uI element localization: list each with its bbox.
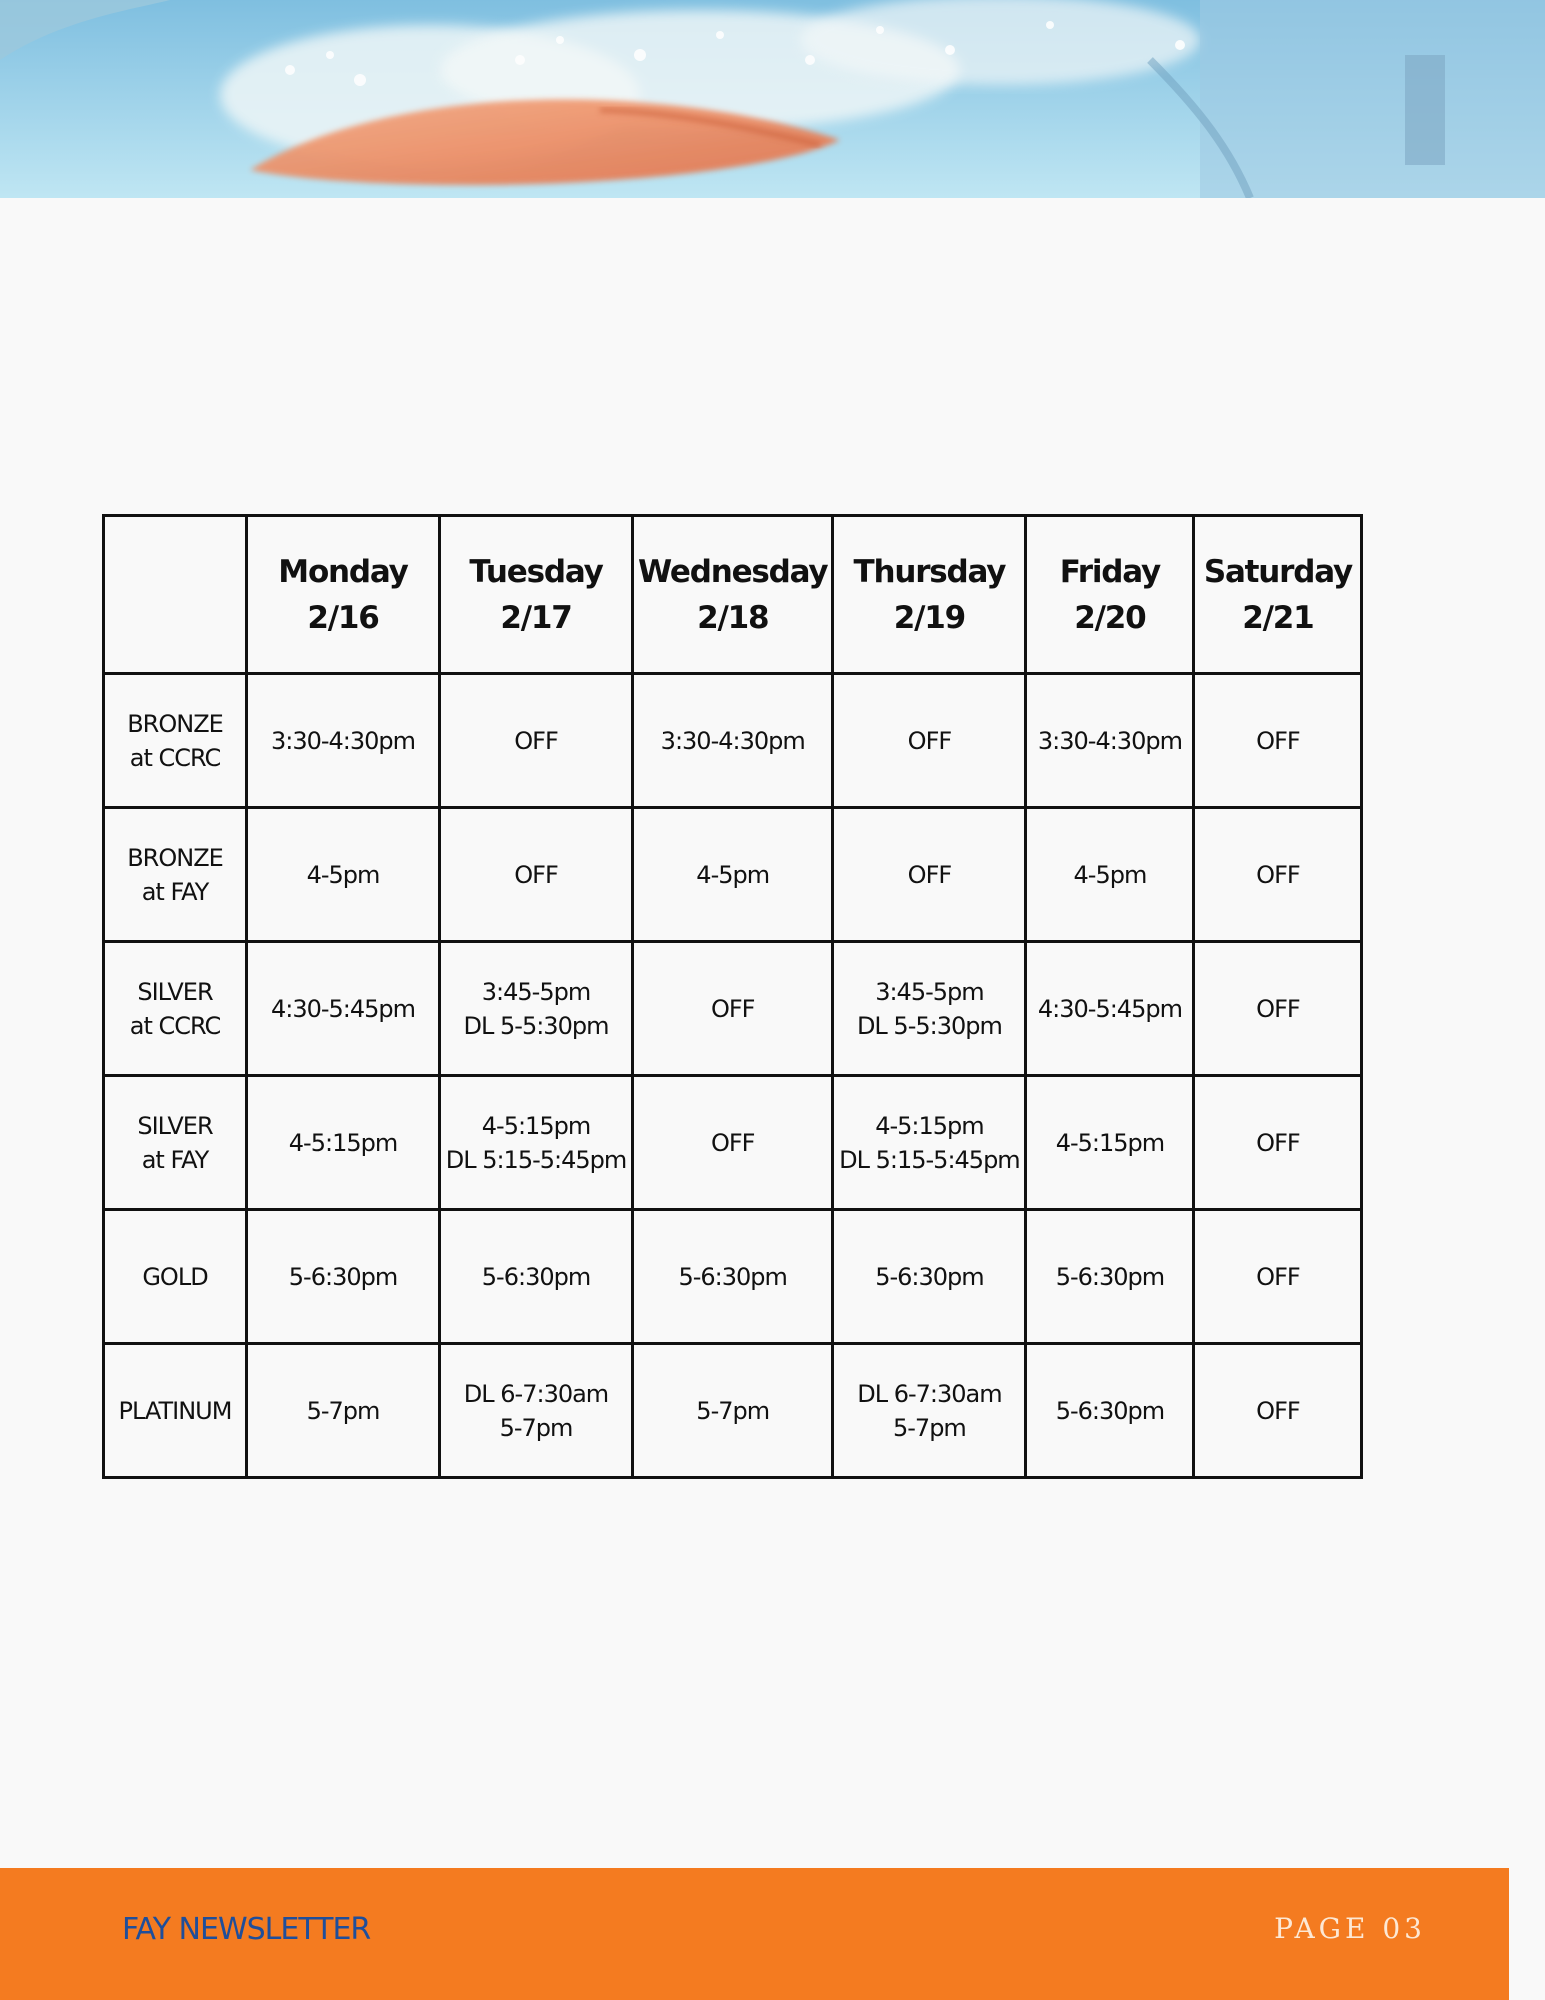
time-cell [833, 1210, 1026, 1344]
time-cell [833, 808, 1026, 942]
time-cell [247, 1076, 440, 1210]
time-text: 5-6:30pm [875, 1262, 984, 1291]
group-name: SILVER [137, 977, 213, 1006]
time-text: OFF [1256, 1396, 1300, 1425]
time-cell [440, 1076, 633, 1210]
time-cell [247, 1210, 440, 1344]
page-footer [0, 1868, 1509, 2000]
time-text: 3:30-4:30pm [1037, 726, 1182, 755]
time-cell [1194, 1210, 1362, 1344]
group-location: at FAY [141, 877, 209, 906]
time-cell [633, 942, 833, 1076]
time-cell [247, 808, 440, 942]
group-location: at CCRC [129, 743, 221, 772]
time-text: 3:30-4:30pm [270, 726, 416, 755]
time-cell [633, 674, 833, 808]
time-cell [1194, 942, 1362, 1076]
table-row [104, 674, 1362, 808]
time-text: DL 6-7:30am 5-7pm [463, 1379, 609, 1442]
time-text: 3:45-5pm DL 5-5:30pm [463, 977, 609, 1040]
group-name: BRONZE [127, 843, 223, 872]
time-text: 5-6:30pm [481, 1262, 591, 1291]
header-tuesday [440, 516, 633, 674]
group-name: BRONZE [127, 709, 223, 738]
group-label-cell [104, 674, 247, 808]
time-cell [247, 674, 440, 808]
time-text: 4:30-5:45pm [1037, 994, 1182, 1023]
time-text: DL 6-7:30am 5-7pm [857, 1379, 1002, 1442]
time-cell [440, 1210, 633, 1344]
group-location: at CCRC [129, 1011, 221, 1040]
practice-schedule-table [102, 514, 1363, 1479]
table-row [104, 1076, 1362, 1210]
time-cell [440, 1344, 633, 1478]
time-cell [1194, 1344, 1362, 1478]
header-monday [247, 516, 440, 674]
time-cell [1026, 674, 1194, 808]
group-label-cell [104, 1344, 247, 1478]
corner-header-cell [104, 516, 247, 674]
time-text: 4-5:15pm [288, 1128, 398, 1157]
time-cell [1026, 942, 1194, 1076]
time-text: OFF [1256, 1262, 1300, 1291]
time-text: OFF [710, 1128, 755, 1157]
time-text: OFF [907, 726, 952, 755]
day-date: 2/18 [697, 599, 769, 636]
swimmer-photo-illustration [0, 0, 1545, 198]
header-wednesday [633, 516, 833, 674]
time-cell [247, 942, 440, 1076]
day-name: Friday [1059, 553, 1161, 590]
time-text: OFF [514, 860, 558, 889]
time-text: 5-6:30pm [678, 1262, 787, 1291]
page-number: PAGE 03 [1274, 1912, 1426, 1945]
time-text: 3:30-4:30pm [660, 726, 805, 755]
time-text: 5-7pm [696, 1396, 770, 1425]
day-name: Monday [278, 553, 408, 590]
day-date: 2/21 [1242, 599, 1314, 636]
time-cell [1194, 1076, 1362, 1210]
table-row [104, 1210, 1362, 1344]
time-text: 4-5pm [306, 860, 380, 889]
time-text: 4-5:15pm DL 5:15-5:45pm [839, 1111, 1020, 1174]
day-date: 2/17 [500, 599, 572, 636]
time-text: 5-6:30pm [1055, 1396, 1165, 1425]
day-name: Thursday [853, 553, 1006, 590]
time-cell [440, 808, 633, 942]
table-header-row [104, 516, 1362, 674]
time-cell [1026, 1344, 1194, 1478]
header-friday [1026, 516, 1194, 674]
time-cell [1194, 674, 1362, 808]
time-cell [833, 1344, 1026, 1478]
time-text: 5-7pm [306, 1396, 380, 1425]
time-cell [1194, 808, 1362, 942]
time-text: OFF [710, 994, 755, 1023]
time-cell [633, 808, 833, 942]
day-date: 2/19 [893, 599, 966, 636]
day-date: 2/16 [307, 599, 379, 636]
time-cell [633, 1344, 833, 1478]
time-cell [440, 942, 633, 1076]
time-text: 5-6:30pm [288, 1262, 398, 1291]
time-text: 4-5:15pm [1055, 1128, 1165, 1157]
time-cell [833, 674, 1026, 808]
time-cell [833, 942, 1026, 1076]
time-text: OFF [514, 726, 558, 755]
time-text: 4-5pm [696, 860, 770, 889]
time-text: 4-5:15pm DL 5:15-5:45pm [445, 1111, 627, 1174]
time-cell [440, 674, 633, 808]
header-saturday [1194, 516, 1362, 674]
header-swimmer-photo [0, 0, 1545, 198]
day-date: 2/20 [1074, 599, 1146, 636]
day-name: Saturday [1203, 553, 1353, 590]
day-name: Tuesday [469, 553, 603, 590]
time-text: 4:30-5:45pm [270, 994, 416, 1023]
group-name: PLATINUM [118, 1396, 232, 1425]
group-label-cell [104, 942, 247, 1076]
group-location: at FAY [141, 1145, 209, 1174]
time-cell [1026, 1210, 1194, 1344]
group-name: SILVER [137, 1111, 213, 1140]
group-name: GOLD [142, 1262, 208, 1291]
group-label-cell [104, 808, 247, 942]
time-cell [633, 1210, 833, 1344]
time-text: OFF [1256, 726, 1300, 755]
time-cell [247, 1344, 440, 1478]
table-row [104, 942, 1362, 1076]
time-text: 4-5pm [1073, 860, 1147, 889]
time-text: OFF [1256, 1128, 1300, 1157]
newsletter-title: FAY NEWSLETTER [122, 1912, 371, 1947]
group-label-cell [104, 1210, 247, 1344]
table-row [104, 808, 1362, 942]
time-cell [1026, 808, 1194, 942]
time-text: 3:45-5pm DL 5-5:30pm [856, 977, 1002, 1040]
time-cell [833, 1076, 1026, 1210]
time-cell [633, 1076, 833, 1210]
header-thursday [833, 516, 1026, 674]
group-label-cell [104, 1076, 247, 1210]
time-cell [1026, 1076, 1194, 1210]
day-name: Wednesday [638, 553, 828, 590]
time-text: OFF [1256, 860, 1300, 889]
time-text: 5-6:30pm [1055, 1262, 1165, 1291]
time-text: OFF [1256, 994, 1300, 1023]
time-text: OFF [907, 860, 952, 889]
table-row [104, 1344, 1362, 1478]
